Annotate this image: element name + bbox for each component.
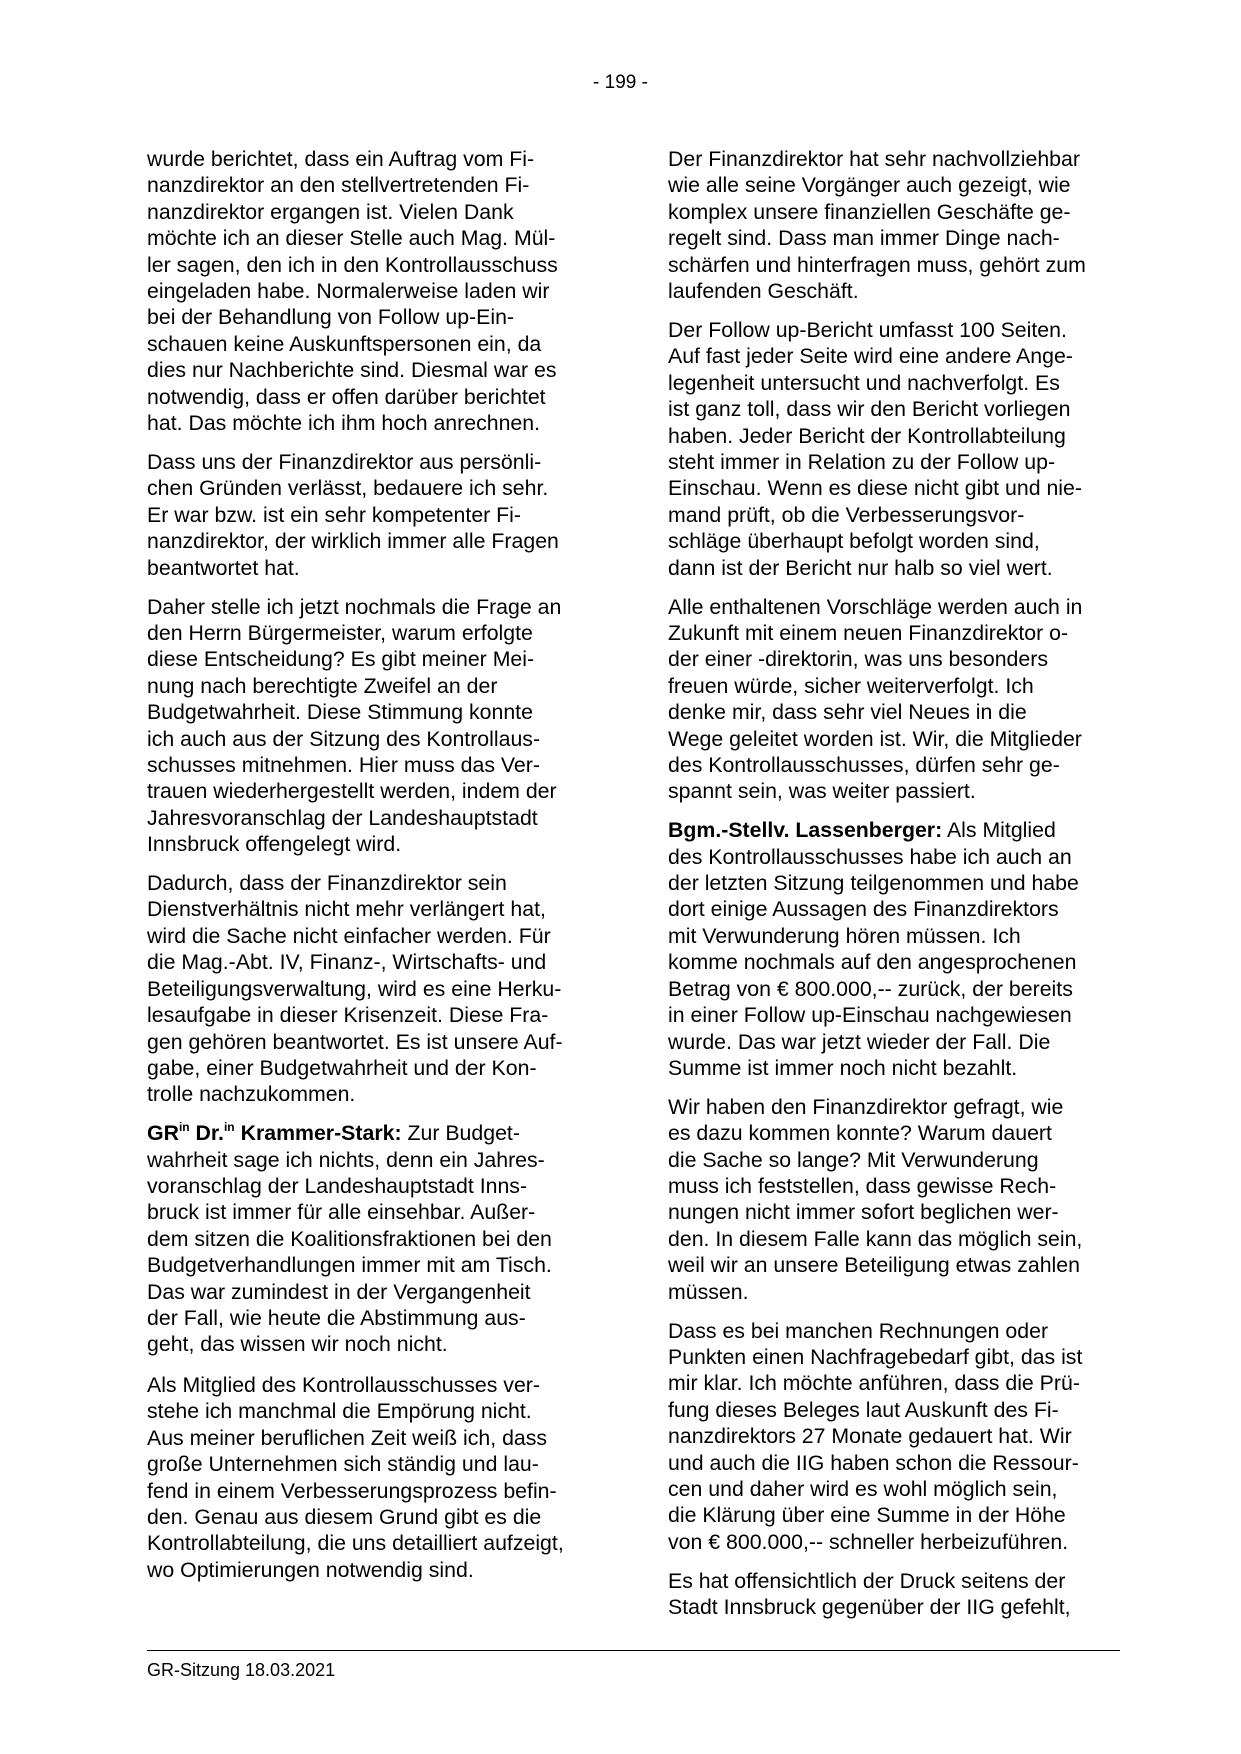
- text-line: Aus meiner beruflichen Zeit weiß ich, dass: [147, 1425, 548, 1450]
- text-line: ist ganz toll, dass wir den Bericht vorliegen: [668, 397, 1071, 422]
- text-line: Dass es bei manchen Rechnungen oder: [668, 1318, 1049, 1343]
- text-line: bruck ist immer für alle einsehbar. Außer-: [147, 1200, 536, 1225]
- text-line: Beteiligungsverwaltung, wird es eine Herku-: [147, 976, 562, 1001]
- text-line: mir klar. Ich möchte anführen, dass die Prü-: [668, 1371, 1080, 1396]
- speaker-text: [147, 1147, 599, 1358]
- paragraph: [668, 1318, 1120, 1556]
- text-line: gen gehören beantwortet. Es ist unsere Auf-: [147, 1029, 563, 1054]
- text-line: chen Gründen verlässt, bedauere ich sehr.: [147, 476, 549, 501]
- text-line: wahrheit sage ich nichts, denn ein Jahres-: [147, 1147, 545, 1172]
- text-line: Wege geleitet worden ist. Wir, die Mitglieder: [668, 726, 1082, 751]
- paragraph: [147, 146, 599, 436]
- speaker-text: [668, 844, 1120, 1082]
- speaker-first-line: Bgm.-Stellv. Lassenberger: Als Mitglied: [668, 818, 1056, 843]
- text-line: in einer Follow up-Einschau nachgewiesen: [668, 1003, 1072, 1028]
- text-line: trauen wiederhergestellt werden, indem der: [147, 779, 557, 804]
- speaker-name: Bgm.-Stellv. Lassenberger:: [668, 818, 943, 843]
- text-line: wurde berichtet, dass ein Auftrag vom Fi-: [147, 147, 535, 171]
- paragraph: [668, 1568, 1120, 1621]
- text-line: weil wir an unsere Beteiligung etwas zahlen: [668, 1253, 1080, 1278]
- text-line: Zukunft mit einem neuen Finanzdirektor o-: [668, 620, 1069, 645]
- speaker-paragraph: [147, 1120, 599, 1358]
- text-line: bei der Behandlung von Follow up-Ein-: [147, 305, 515, 330]
- text-line: Kontrollabteilung, die uns detailliert aufzeigt,: [147, 1531, 564, 1556]
- text-line: möchte ich an dieser Stelle auch Mag. Mül-: [147, 226, 556, 251]
- text-line: die Sache so lange? Mit Verwunderung: [668, 1147, 1039, 1172]
- paragraph: [668, 594, 1120, 805]
- footer-text: GR-Sitzung 18.03.2021: [147, 1660, 336, 1680]
- text-line: nanzdirektors 27 Monate gedauert hat. Wir: [668, 1424, 1072, 1449]
- text-line: Budgetwahrheit. Diese Stimmung konnte: [147, 700, 533, 725]
- paragraph: [668, 146, 1120, 304]
- text-line: schusses mitnehmen. Hier muss das Ver-: [147, 752, 540, 777]
- text-line: der letzten Sitzung teilgenommen und habe: [668, 871, 1079, 896]
- text-line: mand prüft, ob die Verbesserungsvor-: [668, 502, 1025, 527]
- text-line: trolle nachzukommen.: [147, 1082, 356, 1107]
- speaker-name: $GR^{in}$ Dr.$^{in}$ Krammer-Stark:: [147, 1120, 402, 1146]
- text-line: beantwortet hat.: [147, 555, 300, 580]
- text-line: des Kontrollausschusses habe ich auch an: [668, 844, 1072, 869]
- text-line: geht, das wissen wir noch nicht.: [147, 1332, 448, 1357]
- paragraph: [147, 449, 599, 581]
- text-line: eingeladen habe. Normalerweise laden wir: [147, 279, 550, 304]
- text-line: schauen keine Auskunftspersonen ein, da: [147, 331, 542, 356]
- text-line: fend in einem Verbesserungsprozess befin-: [147, 1478, 557, 1503]
- paragraph: [668, 1094, 1120, 1305]
- text-line: schläge überhaupt befolgt worden sind,: [668, 529, 1040, 554]
- paragraph: [668, 317, 1120, 581]
- speaker-paragraph: [668, 817, 1120, 1081]
- text-line: stehe ich manchmal die Empörung nicht.: [147, 1399, 532, 1424]
- text-line: nungen nicht immer sofort beglichen wer-: [668, 1200, 1059, 1225]
- text-line: Als Mitglied des Kontrollausschusses ver-: [147, 1372, 540, 1397]
- text-line: lesaufgabe in dieser Krisenzeit. Diese Fra-: [147, 1003, 549, 1028]
- text-line: mit Verwunderung hören müssen. Ich: [668, 923, 1021, 948]
- text-line: Stadt Innsbruck gegenüber der IIG gefehlt,: [668, 1595, 1071, 1620]
- left-column: [147, 146, 599, 1596]
- text-line: ich auch aus der Sitzung des Kontrollaus-: [147, 726, 541, 751]
- text-line: komplex unsere finanziellen Geschäfte ge-: [668, 199, 1071, 224]
- text-line: Der Follow up-Bericht umfasst 100 Seiten.: [668, 317, 1067, 342]
- text-line: regelt sind. Dass man immer Dinge nach-: [668, 226, 1060, 251]
- text-line: den Herrn Bürgermeister, warum erfolgte: [147, 620, 533, 645]
- text-line: komme nochmals auf den angesprochenen: [668, 950, 1077, 975]
- paragraph: [147, 870, 599, 1108]
- text-line: wo Optimierungen notwendig sind.: [147, 1557, 474, 1582]
- text-line: denke mir, dass sehr viel Neues in die: [668, 700, 1027, 725]
- text-line: Es hat offensichtlich der Druck seitens der: [668, 1568, 1066, 1593]
- text-line: Betrag von € 800.000,-- zurück, der bereits: [668, 976, 1073, 1001]
- page-number: - 199 -: [593, 72, 648, 93]
- text-line: Budgetverhandlungen immer mit am Tisch.: [147, 1253, 552, 1278]
- text-line: Das war zumindest in der Vergangenheit: [147, 1279, 531, 1304]
- text-line: gabe, einer Budgetwahrheit und der Kon-: [147, 1055, 537, 1080]
- right-column: [668, 146, 1120, 1633]
- text-line: Dienstverhältnis nicht mehr verlängert hat,: [147, 897, 546, 922]
- text-line: hat. Das möchte ich ihm hoch anrechnen.: [147, 411, 541, 436]
- text-line: Alle enthaltenen Vorschläge werden auch in: [668, 594, 1083, 619]
- text-line: Punkten einen Nachfragebedarf gibt, das ist: [668, 1344, 1083, 1369]
- speaker-first-line: $GR^{in}$ Dr.$^{in}$ Krammer-Stark: Zur Budget-: [147, 1120, 520, 1146]
- text-line: von € 800.000,-- schneller herbeizuführen.: [668, 1529, 1069, 1554]
- paragraph: [147, 594, 599, 858]
- text-line: Einschau. Wenn es diese nicht gibt und nie-: [668, 476, 1082, 501]
- paragraph: [147, 1372, 599, 1583]
- text-line: dort einige Aussagen des Finanzdirektors: [668, 897, 1059, 922]
- footer-divider: [147, 1650, 1120, 1651]
- text-line: fung dieses Beleges laut Auskunft des Fi-: [668, 1397, 1059, 1422]
- text-line: wurde. Das war jetzt wieder der Fall. Die: [668, 1029, 1051, 1054]
- text-line: laufenden Geschäft.: [668, 279, 859, 304]
- text-line: notwendig, dass er offen darüber berichtet: [147, 384, 546, 409]
- text-line: legenheit untersucht und nachverfolgt. Es: [668, 370, 1060, 395]
- text-line: der Fall, wie heute die Abstimmung aus-: [147, 1306, 526, 1331]
- text-line: cen und daher wird es wohl möglich sein,: [668, 1477, 1058, 1501]
- text-line: voranschlag der Landeshauptstadt Inns-: [147, 1174, 528, 1199]
- text-line: schärfen und hinterfragen muss, gehört zum: [668, 252, 1086, 277]
- text-line: Innsbruck offengelegt wird.: [147, 832, 402, 857]
- text-line: nanzdirektor ergangen ist. Vielen Dank: [147, 199, 514, 224]
- text-line: dem sitzen die Koalitionsfraktionen bei den: [147, 1226, 552, 1251]
- text-line: Auf fast jeder Seite wird eine andere Ange-: [668, 344, 1073, 369]
- text-line: Daher stelle ich jetzt nochmals die Frage an: [147, 594, 562, 619]
- text-line: dann ist der Bericht nur halb so viel wert.: [668, 555, 1053, 580]
- text-line: wie alle seine Vorgänger auch gezeigt, wie: [668, 173, 1071, 198]
- text-line: muss ich feststellen, dass gewisse Rech-: [668, 1174, 1057, 1199]
- text-line: große Unternehmen sich ständig und lau-: [147, 1452, 539, 1477]
- text-line: und auch die IIG haben schon die Ressour-: [668, 1450, 1079, 1475]
- text-line: ler sagen, den ich in den Kontrollausschuss: [147, 252, 558, 277]
- text-line: Summe ist immer noch nicht bezahlt.: [668, 1055, 1018, 1080]
- text-line: den. Genau aus diesem Grund gibt es die: [147, 1504, 542, 1529]
- text-line: nanzdirektor, der wirklich immer alle Fragen: [147, 529, 559, 554]
- text-line: Dadurch, dass der Finanzdirektor sein: [147, 871, 507, 896]
- text-line: Jahresvoranschlag der Landeshauptstadt: [147, 805, 538, 830]
- text-line: dies nur Nachberichte sind. Diesmal war es: [147, 358, 557, 383]
- text-line: der einer -direktorin, was uns besonders: [668, 647, 1048, 672]
- text-line: freuen würde, sicher weiterverfolgt. Ich: [668, 673, 1034, 698]
- text-line: steht immer in Relation zu der Follow up-: [668, 449, 1056, 474]
- text-line: Dass uns der Finanzdirektor aus persönli-: [147, 449, 542, 474]
- text-line: es dazu kommen konnte? Warum dauert: [668, 1121, 1052, 1146]
- text-line: Der Finanzdirektor hat sehr nachvollziehbar: [668, 147, 1080, 171]
- text-line: Er war bzw. ist ein sehr kompetenter Fi-: [147, 502, 522, 527]
- text-line: diese Entscheidung? Es gibt meiner Mei-: [147, 647, 535, 672]
- text-line: die Mag.-Abt. IV, Finanz-, Wirtschafts- und: [147, 950, 547, 975]
- text-line: wird die Sache nicht einfacher werden. Für: [147, 923, 551, 948]
- text-line: nanzdirektor an den stellvertretenden Fi-: [147, 173, 530, 198]
- text-line: den. In diesem Falle kann das möglich sein,: [668, 1226, 1083, 1251]
- text-line: des Kontrollausschusses, dürfen sehr ge-: [668, 752, 1060, 777]
- text-line: haben. Jeder Bericht der Kontrollabteilung: [668, 423, 1066, 448]
- text-line: spannt sein, was weiter passiert.: [668, 779, 976, 804]
- text-line: müssen.: [668, 1279, 749, 1304]
- text-line: Wir haben den Finanzdirektor gefragt, wie: [668, 1094, 1064, 1119]
- text-line: nung nach berechtigte Zweifel an der: [147, 673, 498, 698]
- text-line: die Klärung über eine Summe in der Höhe: [668, 1503, 1066, 1528]
